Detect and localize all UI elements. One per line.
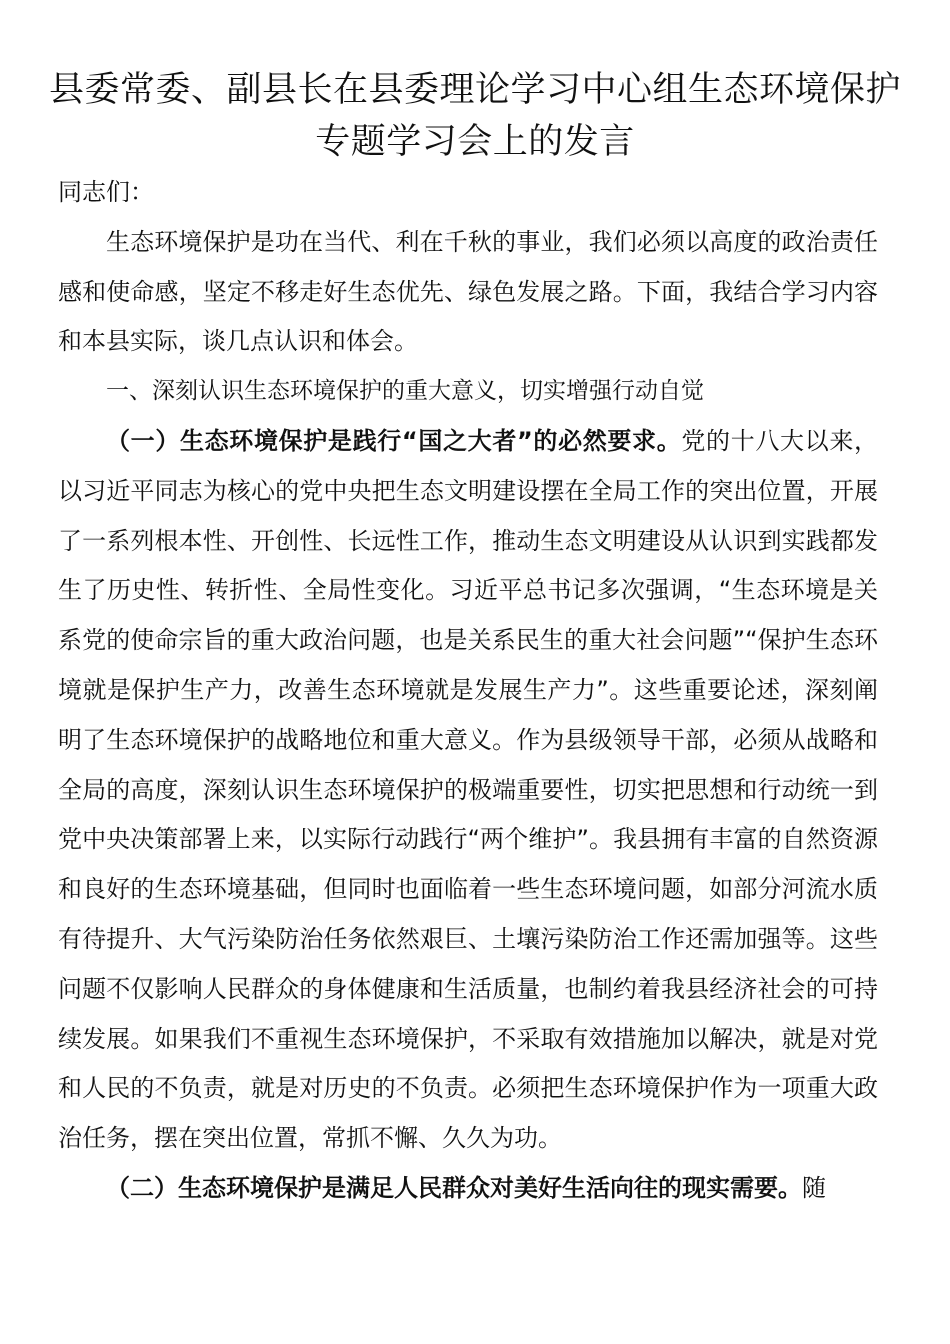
section-heading: 一、深刻认识生态环境保护的重大意义，切实增强行动自觉: [106, 378, 704, 405]
point-two-body: 随: [802, 1173, 826, 1202]
point-one-heading: （一）生态环境保护是践行“国之大者”的必然要求。: [106, 426, 682, 455]
point-one-body: 党的十八大以来，以习近平同志为核心的党中央把生态文明建设摆在全局工作的突出位置，开展了一系列根本性、开创性、长远性工作，推动生态文明建设从认识到实践都发生了历史性、转折性、全局性变化。习近平总书记多次强调，“生态环境是关系党的使命宗旨的重大政治问题，也是关系民生的重大社会问题”“保护生态环境就是保护生产力，改善生态环境就是发展生产力”。这些重要论述，深刻阐明了生态环境保护的战略地位和重大意义。作为县级领导干部，必须从战略和全局的高度，深刻认识生态环境保护的极端重要性，切实把思想和行动统一到党中央决策部署上来，以实际行动践行“两个维护”。我县拥有丰富的自然资源和良好的生态环境基础，但同时也面临着一些生态环境问题，如部分河流水质有待提升、大气污染防治任务依然艰巨、土壤污染防治工作还需加强等。这些问题不仅影响人民群众的身体健康和生活质量，也制约着我县经济社会的可持续发展。如果我们不重视生态环境保护，不采取有效措施加以解决，就是对党和人民的不负责，就是对历史的不负责。必须把生态环境保护作为一项重大政治任务，摆在突出位置，常抓不懈、久久为功。: [58, 426, 879, 1153]
point-two-paragraph: [58, 1164, 878, 1214]
point-one-paragraph: [58, 417, 878, 1164]
intro-paragraph: 生态环境保护是功在当代、利在千秋的事业，我们必须以高度的政治责任感和使命感，坚定不移走好生态优先、绿色发展之路。下面，我结合学习内容和本县实际，谈几点认识和体会。: [58, 227, 878, 356]
salutation: 同志们：: [58, 178, 154, 206]
document-title: 县委常委、副县长在县委理论学习中心组生态环境保护专题学习会上的发言: [48, 70, 901, 162]
document-body: [58, 168, 878, 1214]
point-two-heading: （二）生态环境保护是满足人民群众对美好生活向往的现实需要。: [106, 1173, 802, 1202]
